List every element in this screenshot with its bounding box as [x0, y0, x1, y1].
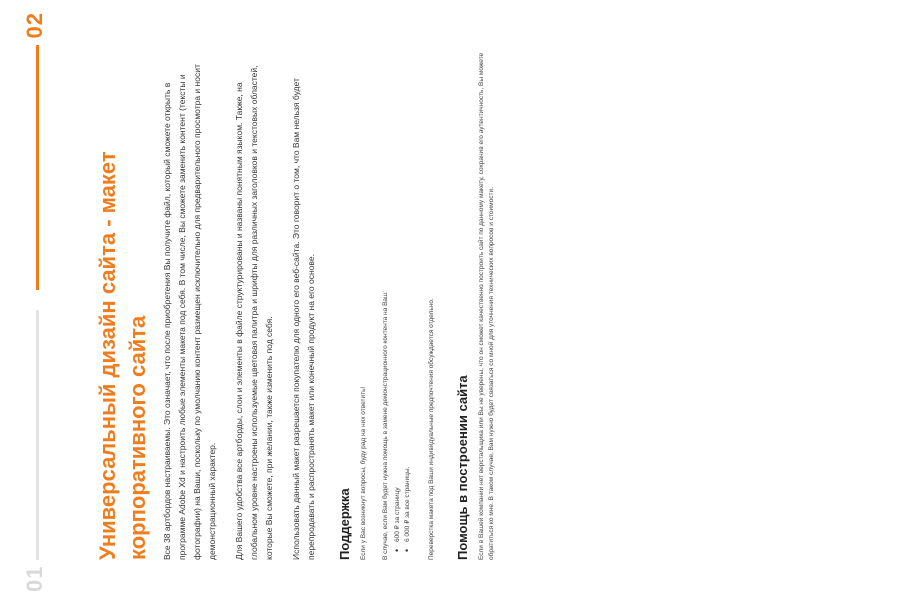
progress-indicator	[36, 45, 39, 290]
adaptation-note: Переверстка макета под Ваши индивидуальные предпочтения обсуждается отдельно.	[428, 298, 435, 560]
support-replacement-intro: В случае, если Вам будет нужна помощь в замене демонстрационного контента на Ваш:	[382, 290, 389, 560]
paragraph-license: Использовать данный макет разрешается покупателю для одного его веб-сайта. Это говорит о том, что Вам нельзя будет перепродавать и распространять макет или конечный продукт на его основе.	[291, 78, 316, 560]
paragraph-structure: Для Вашего удобства все артборды, слои и элементы в файле структурированы и названы понятным языком. Также, на глобальном уровне настроены используемые цветовая палитра и шрифты для различных заголовков и текстовых областей, которые Вы сможете, при желании, также изменить под себя.	[234, 65, 274, 560]
progress-track	[36, 310, 39, 560]
document-body	[160, 40, 509, 560]
price-item-all: • 6 000 ₽ за все страницы.	[403, 40, 413, 550]
page-title: Универсальный дизайн сайта - макет корпоративного сайта	[94, 151, 150, 560]
page-number-previous: 01	[22, 565, 47, 592]
price-list	[393, 40, 413, 560]
price-item-page: • 600 ₽ за страницу	[393, 40, 403, 550]
paragraph-artboards: Все 38 артбордов настраиваемы. Это означает, что после приобретения Вы получите файл, который сможете открыть в программе Adobe Xd и настроить любые элементы макета под себя. В том числе, Вы сможете заменить контент (тексты и фотографии) на Ваши, поскольку по умолчанию контент размещен исключительно для предварительного просмотра и носит демонстрационный характер.	[162, 64, 217, 560]
support-intro: Если у Вас возникнут вопросы, буду рад на них ответить!	[360, 386, 367, 560]
page-number-current: 02	[22, 12, 47, 39]
help-heading: Помощь в построении сайта	[455, 375, 470, 560]
help-text: Если в Вашей компании нет верстальщика или Вы не уверены, что он сможет качественно построить сайт по данному макету, сохранив его аутентичность, Вы можете обратиться ко мне. В таком случае, Вам нужно будет связаться со мной для уточнения технических вопросов и стоимости.	[478, 52, 495, 560]
support-heading: Поддержка	[337, 488, 352, 560]
